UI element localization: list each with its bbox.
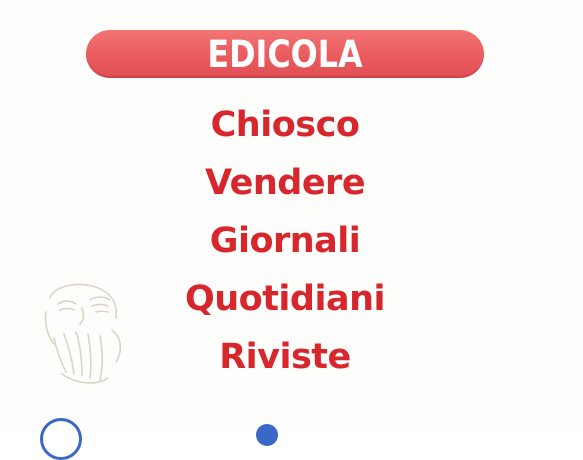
filled-dot-icon [256, 424, 278, 446]
hand-over-face-sketch-icon [36, 278, 136, 388]
banner-title: EDICOLA [207, 33, 363, 76]
word-item-chiosco: Chiosco [210, 105, 360, 145]
word-item-quotidiani: Quotidiani [184, 279, 386, 319]
word-item-vendere: Vendere [204, 163, 366, 203]
word-item-riviste: Riviste [219, 337, 351, 377]
circle-outline-icon [40, 418, 82, 460]
word-list [150, 96, 420, 386]
title-banner [86, 30, 484, 78]
word-item-giornali: Giornali [209, 221, 361, 261]
